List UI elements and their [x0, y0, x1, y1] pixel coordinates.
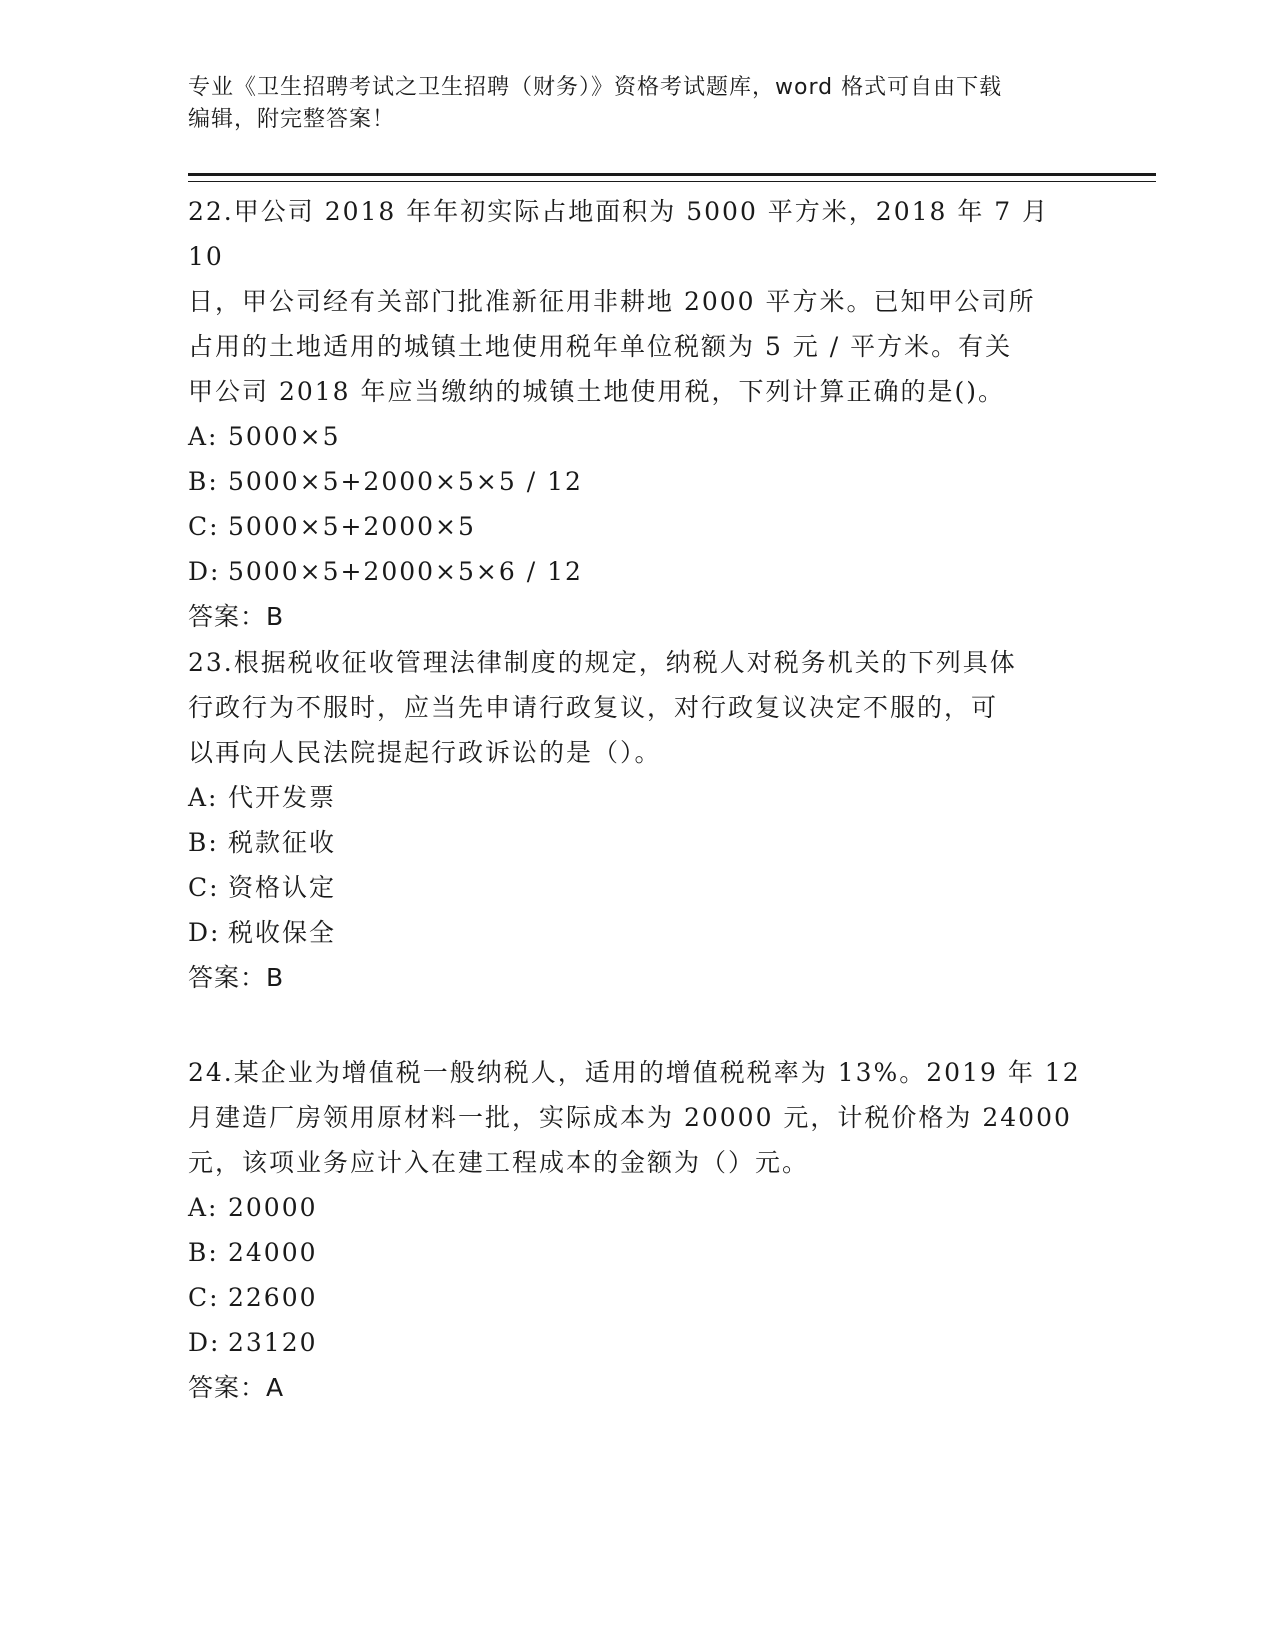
stem-line: 占用的土地适用的城镇土地使用税年单位税额为 5 元 / 平方米。有关 — [188, 332, 1013, 361]
question-stem — [188, 189, 1088, 414]
option-text: 24000 — [228, 1238, 318, 1267]
option-text: 资格认定 — [228, 873, 337, 902]
option-c — [188, 865, 1088, 910]
option-key: A: — [188, 422, 219, 451]
answer-line: 答案：B — [188, 602, 285, 631]
answer-line: 答案：A — [188, 1373, 285, 1402]
option-text: 税款征收 — [228, 828, 337, 857]
option-a — [188, 775, 1088, 820]
stem-line: 元，该项业务应计入在建工程成本的金额为（）元。 — [188, 1148, 810, 1177]
option-text: 5000×5 — [228, 422, 341, 451]
option-key: C: — [188, 873, 220, 902]
question-stem — [188, 1050, 1088, 1185]
option-key: A: — [188, 783, 219, 812]
header-rule-thin — [188, 181, 1156, 182]
option-text: 税收保全 — [228, 918, 337, 947]
stem-line: 24.某企业为增值税一般纳税人，适用的增值税税率为 13%。2019 年 12 — [188, 1058, 1081, 1087]
option-d — [188, 549, 1088, 594]
option-text: 23120 — [228, 1328, 318, 1357]
option-text: 代开发票 — [228, 783, 337, 812]
option-text: 22600 — [228, 1283, 318, 1312]
option-a — [188, 1185, 1088, 1230]
option-d — [188, 1320, 1088, 1365]
question-24 — [188, 1050, 1088, 1410]
header-line-1: 专业《卫生招聘考试之卫生招聘（财务）》资格考试题库，word 格式可自由下载 — [188, 75, 1003, 100]
option-c — [188, 1275, 1088, 1320]
option-key: D: — [188, 1328, 221, 1357]
option-a — [188, 414, 1088, 459]
stem-line: 月建造厂房领用原材料一批，实际成本为 20000 元，计税价格为 24000 — [188, 1103, 1072, 1132]
option-key: D: — [188, 918, 221, 947]
option-text: 5000×5+2000×5×5 / 12 — [228, 467, 583, 496]
question-22 — [188, 189, 1088, 639]
option-c — [188, 504, 1088, 549]
option-text: 5000×5+2000×5×6 / 12 — [228, 557, 583, 586]
option-key: B: — [188, 1238, 219, 1267]
answer-line: 答案：B — [188, 963, 285, 992]
option-b — [188, 820, 1088, 865]
option-key: C: — [188, 512, 220, 541]
header-line-2: 编辑，附完整答案！ — [188, 107, 396, 132]
option-text: 20000 — [228, 1193, 318, 1222]
stem-line: 日，甲公司经有关部门批准新征用非耕地 2000 平方米。已知甲公司所 — [188, 287, 1036, 316]
option-d — [188, 910, 1088, 955]
document-header — [188, 72, 1088, 136]
stem-line: 22.甲公司 2018 年年初实际占地面积为 5000 平方米，2018 年 7 月 10 — [188, 197, 1050, 271]
option-key: B: — [188, 828, 219, 857]
stem-line: 甲公司 2018 年应当缴纳的城镇土地使用税，下列计算正确的是()。 — [188, 377, 1006, 406]
option-key: D: — [188, 557, 221, 586]
header-rule-thick — [188, 173, 1156, 176]
stem-line: 行政行为不服时，应当先申请行政复议，对行政复议决定不服的，可 — [188, 693, 999, 722]
option-key: B: — [188, 467, 219, 496]
option-key: A: — [188, 1193, 219, 1222]
stem-line: 23.根据税收征收管理法律制度的规定，纳税人对税务机关的下列具体 — [188, 648, 1017, 677]
option-text: 5000×5+2000×5 — [228, 512, 476, 541]
question-23 — [188, 640, 1088, 1000]
option-b — [188, 459, 1088, 504]
stem-line: 以再向人民法院提起行政诉讼的是（）。 — [188, 738, 662, 767]
option-b — [188, 1230, 1088, 1275]
question-stem — [188, 640, 1088, 775]
option-key: C: — [188, 1283, 220, 1312]
